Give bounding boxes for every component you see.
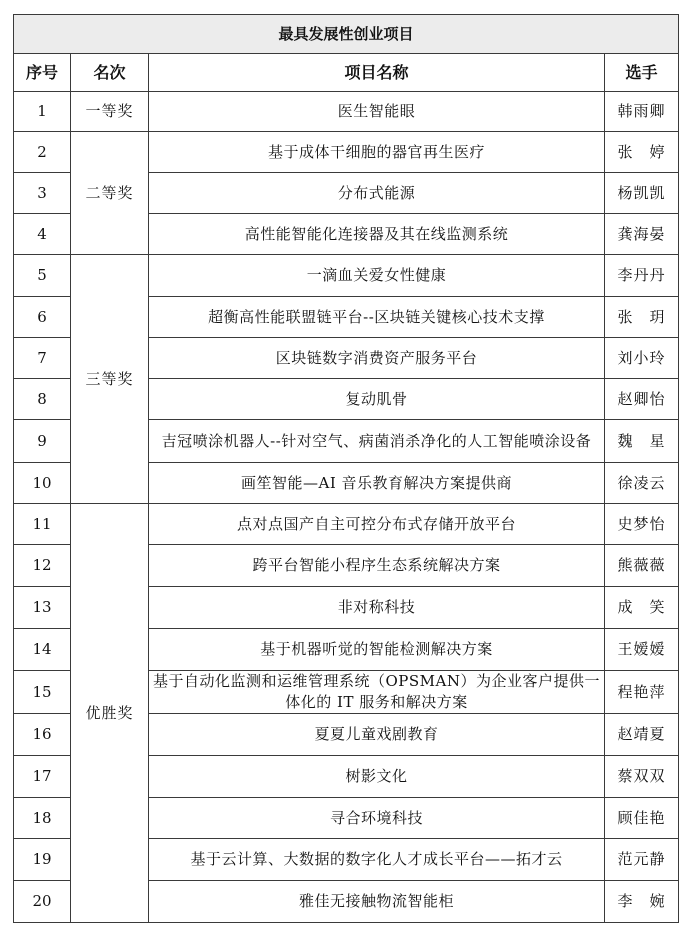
project-name: 一滴血关爱女性健康: [149, 255, 605, 297]
row-number: 15: [14, 671, 71, 714]
project-name: 基于自动化监测和运维管理系统（OPSMAN）为企业客户提供一体化的 IT 服务和解决方案: [149, 671, 605, 714]
project-name: 吉冠喷涂机器人--针对空气、病菌消杀净化的人工智能喷涂设备: [149, 420, 605, 463]
rank-cell: 二等奖: [71, 132, 149, 255]
row-number: 14: [14, 629, 71, 671]
row-number: 1: [14, 92, 71, 132]
row-number: 12: [14, 545, 71, 587]
player-name: 张 玥: [605, 297, 679, 338]
header-player: 选手: [605, 54, 679, 92]
row-number: 11: [14, 504, 71, 545]
project-name: 医生智能眼: [149, 92, 605, 132]
player-name: 李 婉: [605, 881, 679, 923]
player-name: 李丹丹: [605, 255, 679, 297]
project-name: 非对称科技: [149, 587, 605, 629]
project-name: 分布式能源: [149, 173, 605, 214]
player-name: 杨凯凯: [605, 173, 679, 214]
row-number: 2: [14, 132, 71, 173]
header-number: 序号: [14, 54, 71, 92]
rank-cell: 三等奖: [71, 255, 149, 504]
row-number: 10: [14, 463, 71, 504]
project-name: 基于云计算、大数据的数字化人才成长平台——拓才云: [149, 839, 605, 881]
player-name: 熊薇薇: [605, 545, 679, 587]
row-number: 20: [14, 881, 71, 923]
player-name: 顾佳艳: [605, 798, 679, 839]
player-name: 赵卿怡: [605, 379, 679, 420]
project-name: 区块链数字消费资产服务平台: [149, 338, 605, 379]
project-name: 夏夏儿童戏剧教育: [149, 714, 605, 756]
rank-cell: 一等奖: [71, 92, 149, 132]
header-project: 项目名称: [149, 54, 605, 92]
project-name: 复动肌骨: [149, 379, 605, 420]
player-name: 韩雨卿: [605, 92, 679, 132]
header-rank: 名次: [71, 54, 149, 92]
player-name: 蔡双双: [605, 756, 679, 798]
player-name: 刘小玲: [605, 338, 679, 379]
project-name: 雅佳无接触物流智能柜: [149, 881, 605, 923]
project-name: 树影文化: [149, 756, 605, 798]
rank-cell: 优胜奖: [71, 504, 149, 923]
project-name: 基于成体干细胞的器官再生医疗: [149, 132, 605, 173]
project-name: 超衡高性能联盟链平台--区块链关键核心技术支撑: [149, 297, 605, 338]
table-row: [14, 92, 679, 132]
row-number: 4: [14, 214, 71, 255]
player-name: 张 婷: [605, 132, 679, 173]
row-number: 18: [14, 798, 71, 839]
row-number: 3: [14, 173, 71, 214]
player-name: 成 笑: [605, 587, 679, 629]
player-name: 魏 星: [605, 420, 679, 463]
table-row: [14, 132, 679, 173]
player-name: 史梦怡: [605, 504, 679, 545]
table-row: [14, 504, 679, 545]
project-name: 基于机器听觉的智能检测解决方案: [149, 629, 605, 671]
row-number: 9: [14, 420, 71, 463]
project-name: 跨平台智能小程序生态系统解决方案: [149, 545, 605, 587]
project-name: 点对点国产自主可控分布式存储开放平台: [149, 504, 605, 545]
row-number: 17: [14, 756, 71, 798]
player-name: 徐凌云: [605, 463, 679, 504]
project-name: 画笙智能—AI 音乐教育解决方案提供商: [149, 463, 605, 504]
player-name: 龚海晏: [605, 214, 679, 255]
awards-table: [13, 14, 679, 923]
row-number: 16: [14, 714, 71, 756]
row-number: 6: [14, 297, 71, 338]
table-body: [14, 92, 679, 923]
player-name: 王嫒嫒: [605, 629, 679, 671]
table-title: 最具发展性创业项目: [14, 15, 679, 54]
player-name: 范元静: [605, 839, 679, 881]
project-name: 寻合环境科技: [149, 798, 605, 839]
table-row: [14, 255, 679, 297]
row-number: 5: [14, 255, 71, 297]
player-name: 赵靖夏: [605, 714, 679, 756]
row-number: 19: [14, 839, 71, 881]
row-number: 7: [14, 338, 71, 379]
row-number: 13: [14, 587, 71, 629]
player-name: 程艳萍: [605, 671, 679, 714]
row-number: 8: [14, 379, 71, 420]
project-name: 高性能智能化连接器及其在线监测系统: [149, 214, 605, 255]
